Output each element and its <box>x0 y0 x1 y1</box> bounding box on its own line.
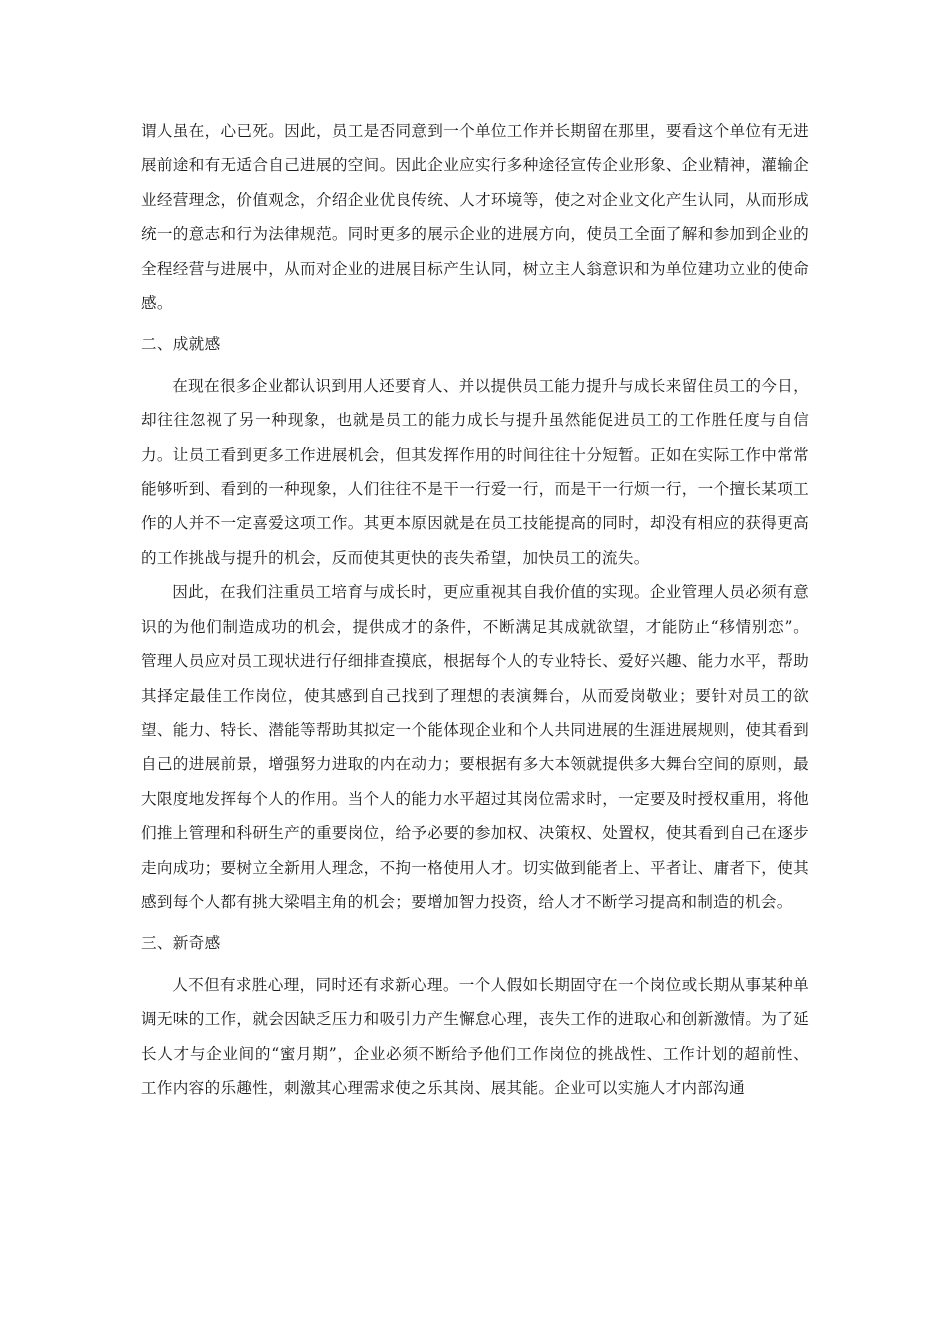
paragraph-achievement-2: 因此，在我们注重员工培育与成长时，更应重视其自我价值的实现。企业管理人员必须有意识的为他们制造成功的机会，提供成才的条件，不断满足其成就欲望，才能防止“移情别恋”。管理人员应对员工现状进行仔细排查摸底，根据每个人的专业特长、爱好兴趣、能力水平，帮助其择定最佳工作岗位，使其感到自己找到了理想的表演舞台，从而爱岗敬业；要针对员工的欲望、能力、特长、潜能等帮助其拟定一个能体现企业和个人共同进展的生涯进展规则，使其看到自己的进展前景，增强努力进取的内在动力；要根据有多大本领就提供多大舞台空间的原则，最大限度地发挥每个人的作用。当个人的能力水平超过其岗位需求时，一定要及时授权重用，将他们推上管理和科研生产的重要岗位，给予必要的参加权、决策权、处置权，使其看到自己在逐步走向成功；要树立全新用人理念，不拘一格使用人才。切实做到能者上、平者让、庸者下，使其感到每个人都有挑大梁唱主角的机会；要增加智力投资，给人才不断学习提高和制造的机会。 <box>141 583 809 911</box>
paragraph-intro-continued: 谓人虽在，心已死。因此，员工是否同意到一个单位工作并长期留在那里，要看这个单位有无进展前途和有无适合自己进展的空间。因此企业应实行多种途径宣传企业形象、企业精神，灌输企业经营理念，价值观念，介绍企业优良传统、人才环境等，使之对企业文化产生认同，从而形成统一的意志和行为法律规范。同时更多的展示企业的进展方向，使员工全面了解和参加到企业的全程经营与进展中，从而对企业的进展目标产生认同，树立主人翁意识和为单位建功立业的使命感。 <box>141 122 809 313</box>
section-heading-novelty: 三、新奇感 <box>141 934 221 953</box>
section-heading-achievement: 二、成就感 <box>141 335 221 354</box>
paragraph-novelty-1: 人不但有求胜心理，同时还有求新心理。一个人假如长期固守在一个岗位或长期从事某种单调无味的工作，就会因缺乏压力和吸引力产生懈怠心理，丧失工作的进取心和创新激情。为了延长人才与企业间的“蜜月期”，企业必须不断给予他们工作岗位的挑战性、工作计划的超前性、工作内容的乐趣性，刺激其心理需求使之乐其岗、展其能。企业可以实施人才内部沟通 <box>141 975 809 1097</box>
paragraph-achievement-1: 在现在很多企业都认识到用人还要育人、并以提供员工能力提升与成长来留住员工的今日，却往往忽视了另一种现象，也就是员工的能力成长与提升虽然能促进员工的工作胜任度与自信力。让员工看到更多工作进展机会，但其发挥作用的时间往往十分短暂。正如在实际工作中常常能够听到、看到的一种现象，人们往往不是干一行爱一行，而是干一行烦一行，一个擅长某项工作的人并不一定喜爱这项工作。其更本原因就是在员工技能提高的同时，却没有相应的获得更高的工作挑战与提升的机会，反而使其更快的丧失希望，加快员工的流失。 <box>141 376 809 567</box>
document-page <box>141 114 809 1105</box>
